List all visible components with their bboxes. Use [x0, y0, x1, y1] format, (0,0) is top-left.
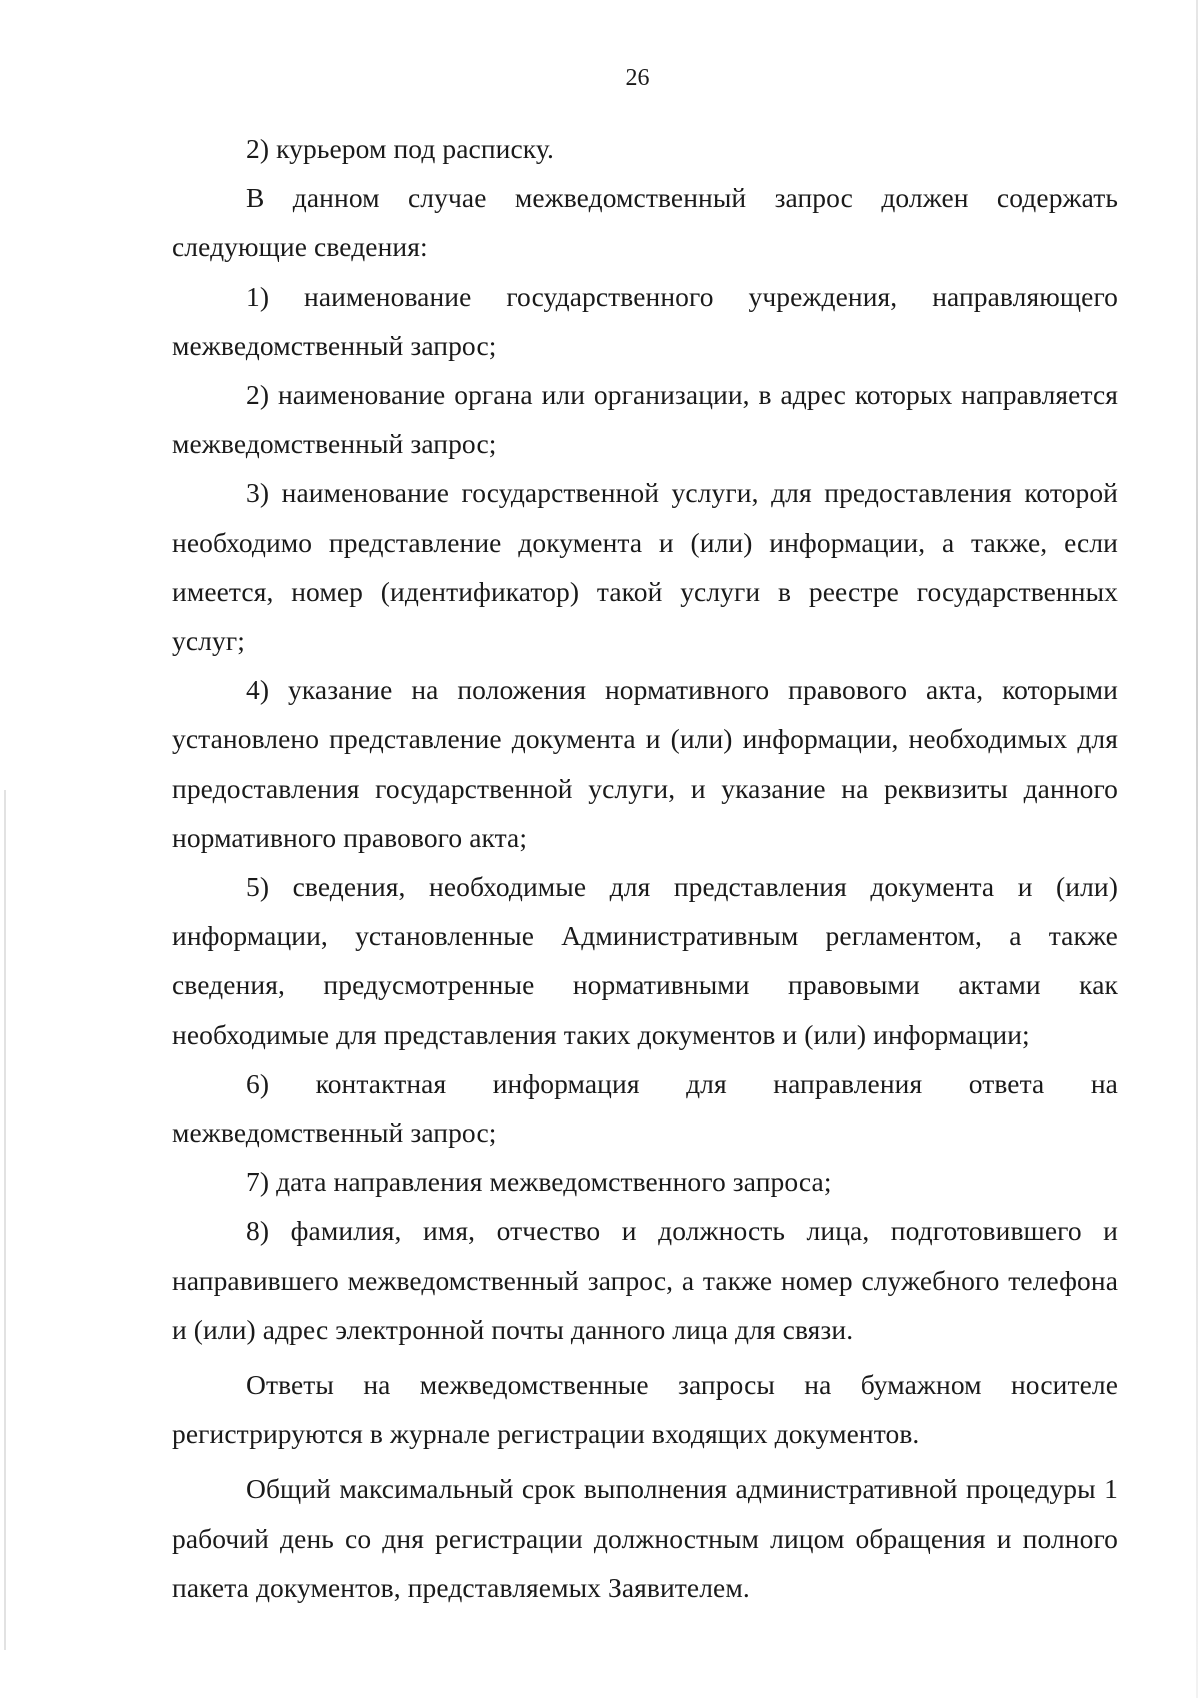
list-item-2: 2) наименование органа или организации, в адрес которых направляется межведомственный запрос; — [172, 379, 1118, 460]
list-item-6: 6) контактная информация для направления ответа на межведомственный запрос; — [172, 1067, 1118, 1149]
body-text — [172, 124, 1118, 1612]
page-number: 26 — [625, 65, 650, 91]
paragraph-courier: 2) курьером под расписку. — [246, 133, 554, 164]
scan-edge-left — [4, 790, 6, 1650]
list-item-4: 4) указание на положения нормативного правового акта, которыми установлено представление документа и (или) информации, необходимых для предоставления государственной услуги, и указание на реквизиты данного нормативного правового акта; — [172, 674, 1118, 853]
paragraph-max-duration: Общий максимальный срок выполнения административной процедуры 1 рабочий день со дня регистрации должностным лицом обращения и полного пакета документов, представляемых Заявителем. — [172, 1473, 1118, 1603]
paragraph-responses-registration: Ответы на межведомственные запросы на бумажном носителе регистрируются в журнале регистрации входящих документов. — [172, 1369, 1118, 1450]
list-item-5: 5) сведения, необходимые для представления документа и (или) информации, установленные Административным регламентом, а также сведения, предусмотренные нормативными правовыми актами как необходимые для представления таких документов и (или) информации; — [172, 871, 1118, 1050]
list-item-8: 8) фамилия, имя, отчество и должность лица, подготовившего и направившего межведомственный запрос, а также номер служебного телефона и (или) адрес электронной почты данного лица для связи. — [172, 1215, 1118, 1345]
scan-edge-right — [1196, 0, 1198, 1698]
list-item-3: 3) наименование государственной услуги, для предоставления которой необходимо представление документа и (или) информации, а также, если имеется, номер (идентификатор) такой услуги в реестре государственных услуг; — [172, 477, 1118, 657]
list-item-7: 7) дата направления межведомственного запроса; — [246, 1166, 832, 1198]
list-item-1: 1) наименование государственного учреждения, направляющего межведомственный запрос; — [172, 280, 1118, 361]
paragraph-request-contents-intro: В данном случае межведомственный запрос должен содержать следующие сведения: — [172, 182, 1118, 263]
